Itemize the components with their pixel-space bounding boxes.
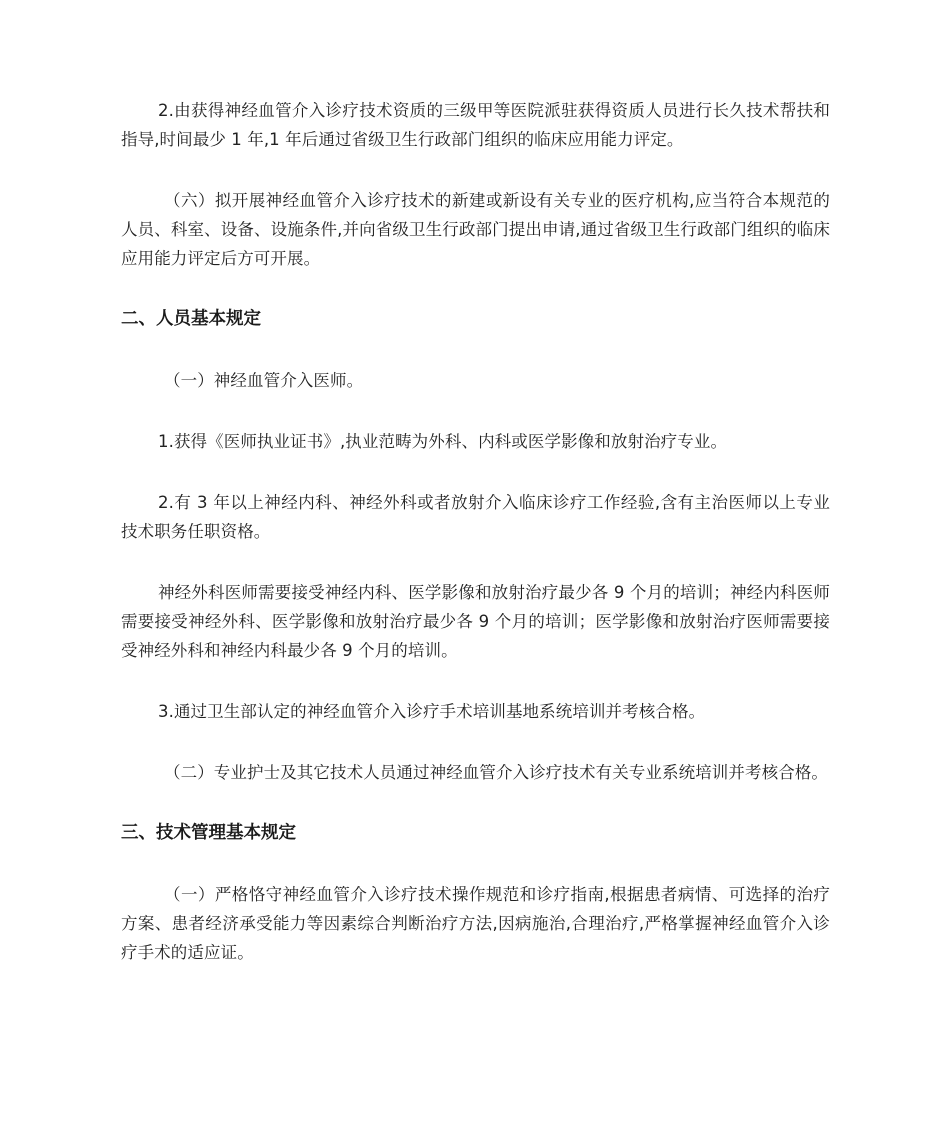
document-body <box>121 96 830 967</box>
paragraph-physician-certificate: 1.获得《医师执业证书》,执业范畴为外科、内科或医学影像和放射治疗专业。 <box>158 432 728 451</box>
paragraph-2-qualified-hospital-support: 2.由获得神经血管介入诊疗技术资质的三级甲等医院派驻获得资质人员进行长久技术帮扶和指导,时间最少 1 年,1 年后通过省级卫生行政部门组织的临床应用能力评定。 <box>121 101 830 149</box>
paragraph-operating-norms: （一）严格恪守神经血管介入诊疗技术操作规范和诊疗指南,根据患者病情、可选择的治疗方案、患者经济承受能力等因素综合判断治疗方法,因病施治,合理治疗,严格掌握神经血管介入诊疗手术的适应证。 <box>121 885 830 962</box>
paragraph-physician-title: （一）神经血管介入医师。 <box>164 371 364 390</box>
paragraph-physician-experience: 2.有 3 年以上神经内科、神经外科或者放射介入临床诊疗工作经验,含有主治医师以上专业技术职务任职资格。 <box>121 493 830 541</box>
paragraph-nurses-technicians: （二）专业护士及其它技术人员通过神经血管介入诊疗技术有关专业系统培训并考核合格。 <box>164 763 828 782</box>
paragraph-6-new-institution: （六）拟开展神经血管介入诊疗技术的新建或新设有关专业的医疗机构,应当符合本规范的人员、科室、设备、设施条件,并向省级卫生行政部门提出申请,通过省级卫生行政部门组织的临床应用能力评定后方可开展。 <box>121 191 830 268</box>
paragraph-physician-training-months: 神经外科医师需要接受神经内科、医学影像和放射治疗最少各 9 个月的培训；神经内科医师需要接受神经外科、医学影像和放射治疗最少各 9 个月的培训；医学影像和放射治疗医师需要接受神经外科和神经内科最少各 9 个月的培训。 <box>121 583 830 660</box>
section-heading-personnel: 二、人员基本规定 <box>121 309 261 329</box>
paragraph-training-base: 3.通过卫生部认定的神经血管介入诊疗手术培训基地系统培训并考核合格。 <box>158 702 706 721</box>
section-heading-technical-management: 三、技术管理基本规定 <box>121 823 296 843</box>
